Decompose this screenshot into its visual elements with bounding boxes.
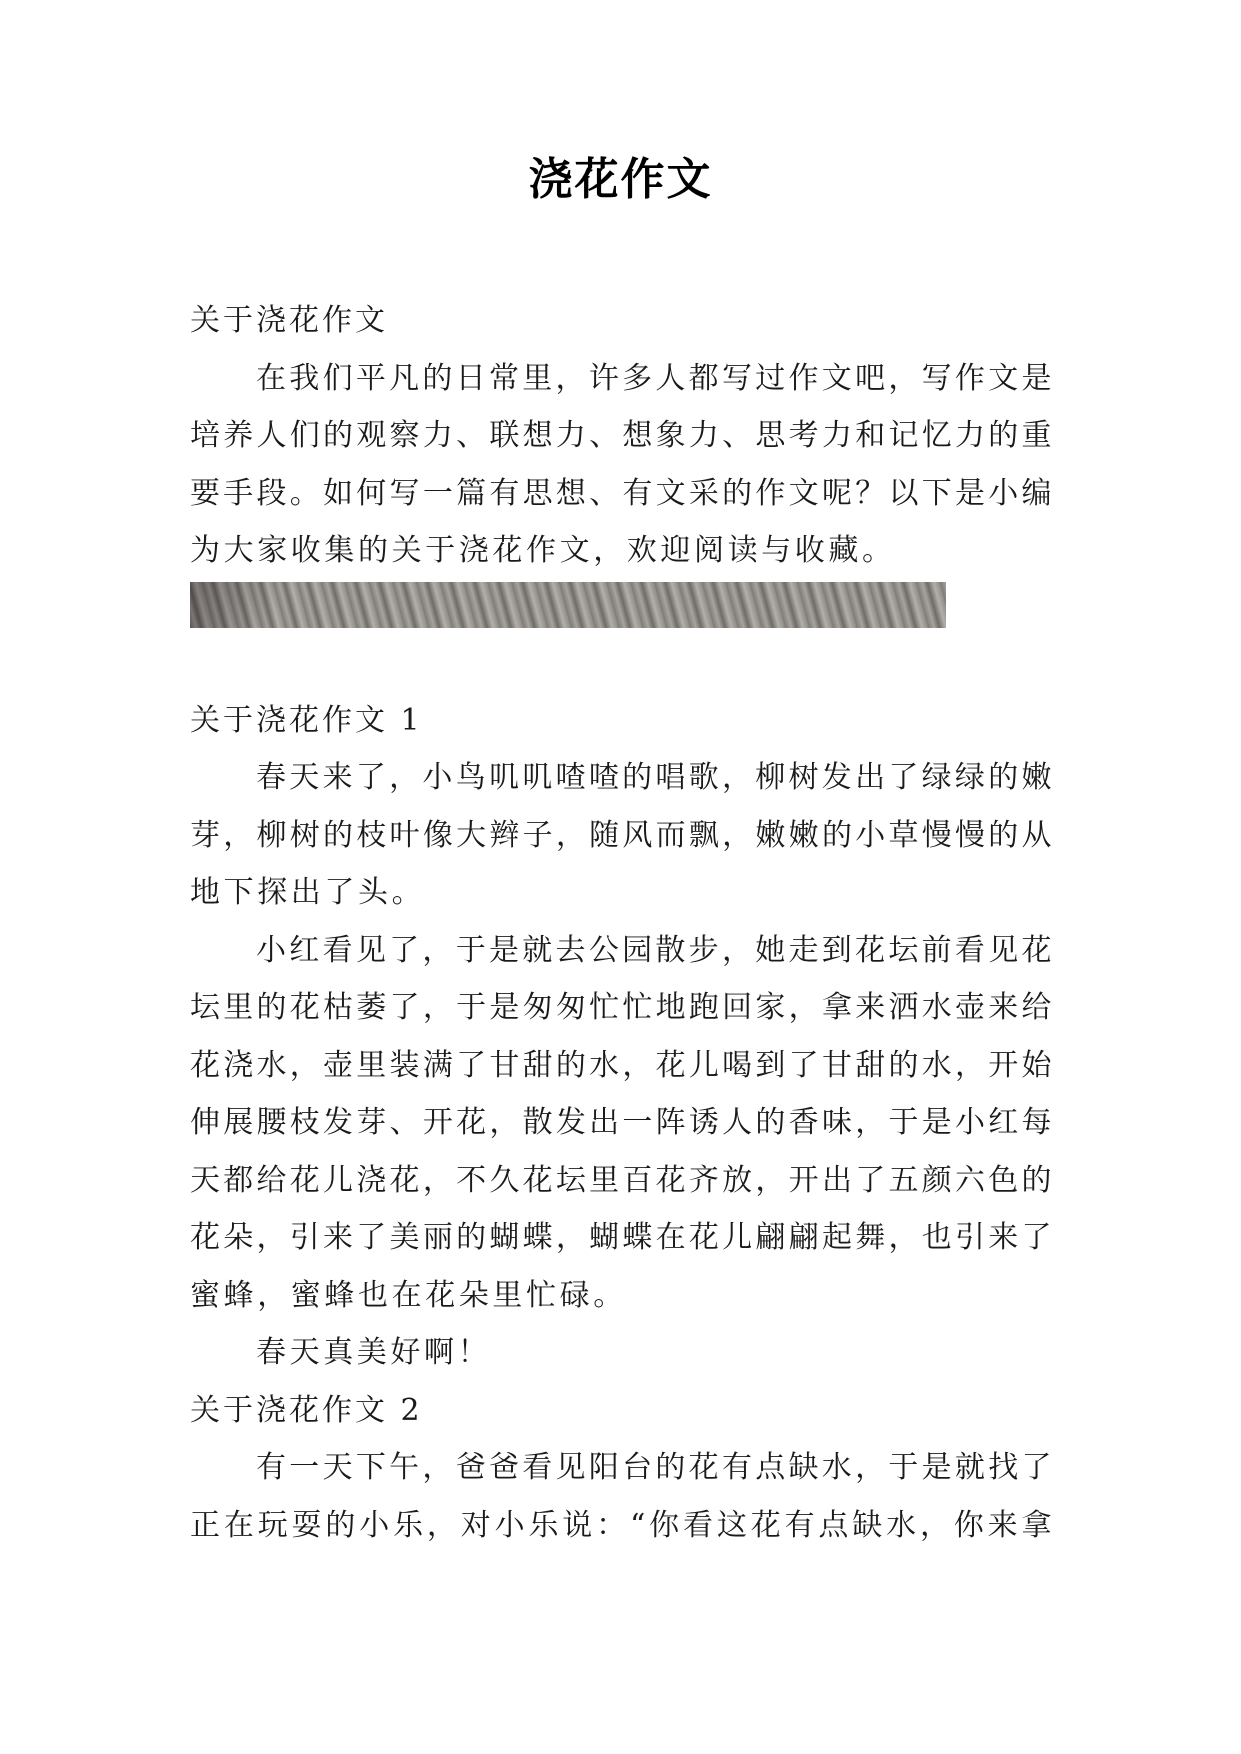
intro-line: 为大家收集的关于浇花作文，欢迎阅读与收藏。 [190, 533, 896, 568]
section1-para1-line: 春天来了，小鸟叽叽喳喳的唱歌，柳树发出了绿绿的嫩 [256, 760, 1052, 795]
intro-line: 培养人们的观察力、联想力、想象力、思考力和记忆力的重 [190, 418, 1052, 453]
section1-heading: 关于浇花作文 1 [190, 702, 423, 738]
section1-para2-line: 花朵，引来了美丽的蝴蝶，蝴蝶在花儿翩翩起舞，也引来了 [190, 1220, 1052, 1255]
section1-para2-line: 伸展腰枝发芽、开花，散发出一阵诱人的香味，于是小红每 [190, 1105, 1052, 1140]
section1-para2-line: 花浇水，壶里装满了甘甜的水，花儿喝到了甘甜的水，开始 [190, 1047, 1052, 1083]
document-body [190, 292, 1052, 1554]
section1-para2-line: 坛里的花枯萎了，于是匆匆忙忙地跑回家，拿来洒水壶来给 [190, 990, 1052, 1025]
intro-line: 要手段。如何写一篇有思想、有文采的作文呢？以下是小编 [190, 475, 1052, 511]
section2-heading: 关于浇花作文 2 [190, 1392, 423, 1428]
section2-para1-line: 正在玩耍的小乐，对小乐说：“你看这花有点缺水，你来拿 [190, 1507, 1052, 1543]
section1-para1-line: 地下探出了头。 [190, 875, 426, 910]
section1-para2-line: 天都给花儿浇花，不久花坛里百花齐放，开出了五颜六色的 [190, 1162, 1052, 1198]
section1-para2-line: 蜜蜂，蜜蜂也在花朵里忙碌。 [190, 1277, 627, 1313]
intro-line: 在我们平凡的日常里，许多人都写过作文吧，写作文是 [256, 360, 1052, 396]
decorative-photo-strip [190, 582, 946, 628]
document-title: 浇花作文 [528, 154, 713, 205]
section1-para2-line: 小红看见了，于是就去公园散步，她走到花坛前看见花 [256, 932, 1052, 968]
section1-para3-line: 春天真美好啊！ [256, 1335, 492, 1370]
intro-heading: 关于浇花作文 [190, 303, 388, 338]
section1-para1-line: 芽，柳树的枝叶像大辫子，随风而飘，嫩嫩的小草慢慢的从 [190, 817, 1052, 853]
section2-para1-line: 有一天下午，爸爸看见阳台的花有点缺水，于是就找了 [256, 1450, 1052, 1485]
spacer [190, 628, 1052, 692]
